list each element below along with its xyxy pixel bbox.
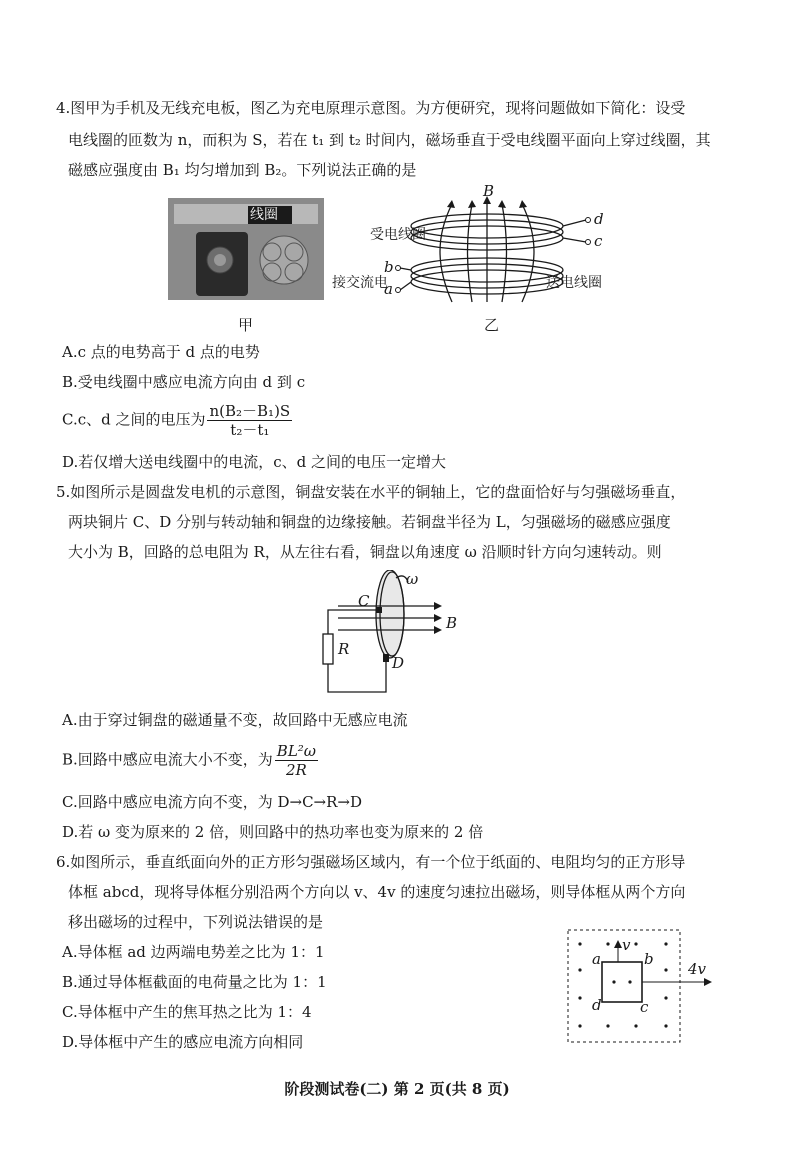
velocity-4v-label: 4v (688, 960, 707, 978)
page-footer: 阶段测试卷(二) 第 2 页(共 8 页) (284, 1080, 510, 1098)
brush-C-label: C (358, 592, 370, 610)
q5-option-b-text: B.回路中感应电流大小不变，为 (62, 750, 273, 769)
fraction-denominator: 2R (285, 761, 307, 779)
fraction-denominator: t₂－t₁ (230, 421, 270, 439)
q5-option-b-fraction (275, 742, 318, 779)
corner-a-label: a (592, 950, 601, 968)
q4-option-d: D.若仅增大送电线圈中的电流，c、d 之间的电压一定增大 (62, 453, 447, 471)
q4-option-c-text: C.c、d 之间的电压为 (62, 410, 206, 429)
q6-stem-line3: 移出磁场的过程中，下列说法错误的是 (68, 913, 324, 931)
fig-a-caption: 甲 (238, 316, 254, 334)
q6-stem-line2: 体框 abcd，现将导体框分别沿两个方向以 v、4v 的速度匀速拉出磁场，则导体框从两个方向 (68, 883, 686, 901)
resistor-R-label: R (338, 640, 350, 658)
corner-c-label: c (640, 998, 649, 1016)
q5-option-a: A.由于穿过铜盘的磁通量不变，故回路中无感应电流 (62, 711, 408, 729)
omega-label: ω (406, 570, 419, 588)
terminal-b: b (384, 258, 394, 276)
q6-stem-line1: 6.如图所示，垂直纸面向外的正方形匀强磁场区域内，有一个位于纸面的、电阻均匀的正方形导 (56, 853, 686, 871)
brush-D-label: D (392, 654, 405, 672)
fig-b-caption: 乙 (484, 316, 500, 334)
corner-d-label: d (592, 996, 602, 1014)
fraction-numerator: BL²ω (276, 742, 317, 760)
ac-source-label: 接交流电 (332, 275, 388, 291)
receiver-coil-label: 受电线圈 (370, 227, 426, 243)
q4-option-c-fraction (207, 402, 292, 439)
q6-option-a: A.导体框 ad 边两端电势差之比为 1：1 (62, 943, 325, 961)
phone-charger-photo (168, 198, 324, 300)
q5-option-d: D.若 ω 变为原来的 2 倍，则回路中的热功率也变为原来的 2 倍 (62, 823, 484, 841)
q5-stem-line2: 两块铜片 C、D 分别与转动轴和铜盘的边缘接触。若铜盘半径为 L，匀强磁场的磁感应强度 (68, 513, 671, 531)
terminal-c: c (594, 232, 603, 250)
q4-stem-line1: 4.图甲为手机及无线充电板，图乙为充电原理示意图。为方便研究，现将问题做如下简化：设受 (56, 99, 686, 117)
q4-option-c (62, 402, 294, 442)
corner-b-label: b (644, 950, 654, 968)
q6-option-c: C.导体框中产生的焦耳热之比为 1：4 (62, 1003, 312, 1021)
q6-option-b: B.通过导体框截面的电荷量之比为 1：1 (62, 973, 327, 991)
q4-option-b: B.受电线圈中感应电流方向由 d 到 c (62, 373, 306, 391)
q4-stem-line3: 磁感应强度由 B₁ 均匀增加到 B₂。下列说法正确的是 (68, 161, 417, 179)
sender-coil-label: 送电线圈 (546, 275, 602, 291)
wireless-coil-diagram (332, 182, 620, 306)
coil-label: 线圈 (250, 207, 278, 223)
q5-option-b (62, 742, 320, 782)
terminal-a: a (384, 280, 393, 298)
field-label-B: B (483, 182, 495, 200)
q5-option-c: C.回路中感应电流方向不变，为 D→C→R→D (62, 793, 363, 811)
square-frame-diagram (562, 926, 722, 1046)
q6-option-d: D.导体框中产生的感应电流方向相同 (62, 1033, 304, 1051)
velocity-v-label: v (622, 936, 631, 954)
q5-stem-line1: 5.如图所示是圆盘发电机的示意图，铜盘安装在水平的铜轴上，它的盘面恰好与匀强磁场垂直， (56, 483, 686, 501)
terminal-d: d (594, 210, 604, 228)
q4-stem-line2: 电线圈的匝数为 n，而积为 S，若在 t₁ 到 t₂ 时间内，磁场垂直于受电线圈平面向上穿过线圈，其 (68, 131, 711, 149)
q4-option-a: A.c 点的电势高于 d 点的电势 (62, 343, 260, 361)
field-B-label: B (446, 614, 458, 632)
q5-stem-line3: 大小为 B，回路的总电阻为 R，从左往右看，铜盘以角速度 ω 沿顺时针方向匀速转动。则 (68, 543, 662, 561)
disk-generator-diagram (318, 570, 478, 700)
fraction-numerator: n(B₂－B₁)S (209, 402, 291, 420)
